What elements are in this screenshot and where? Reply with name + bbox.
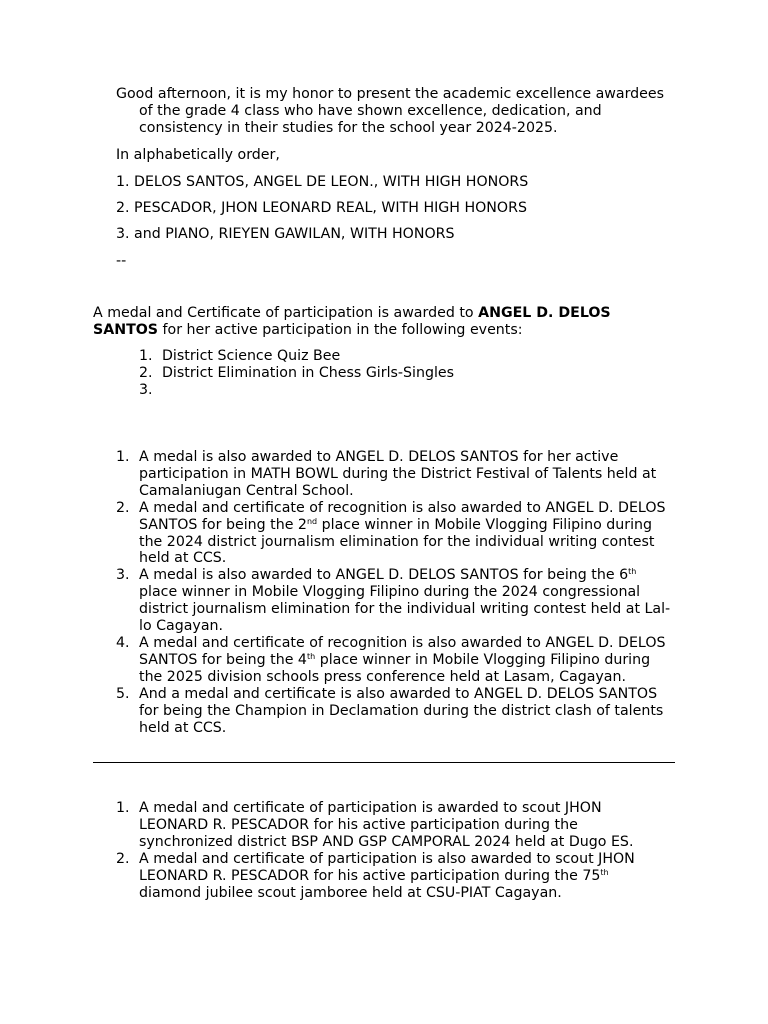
list-number: 1. (139, 348, 153, 364)
list-number: 5. (116, 685, 130, 702)
award-text: A medal and certificate of participation is also awarded to scout JHON LEONARD R. PESCADOR for his active participation during the 75th diamond jubilee scout jamboree held at CSU-PIAT Cagayan. (139, 850, 635, 901)
participation-tail: for her active participation in the following events: (158, 322, 523, 338)
list-number: 1. (116, 449, 130, 465)
separator-text: -- (116, 253, 127, 269)
list-item (116, 449, 672, 500)
order-label: In alphabetically order, (116, 147, 280, 163)
list-item (116, 635, 672, 686)
honoree-3: 3. and PIANO, RIEYEN GAWILAN, WITH HONORS (116, 226, 455, 242)
list-number: 2. (139, 365, 153, 381)
ordinal-suffix: nd (306, 516, 318, 526)
ordinal-suffix: th (628, 567, 637, 577)
list-item (116, 567, 672, 635)
ordinal-suffix: th (306, 651, 316, 661)
list-number: 2. (116, 499, 130, 516)
event-text: District Elimination in Chess Girls-Singles (162, 365, 455, 381)
list-item (116, 851, 672, 902)
participation-lead: A medal and Certificate of participation is awarded to (93, 305, 479, 321)
award-text: A medal is also awarded to ANGEL D. DELOS SANTOS for her active participation in MATH BOWL during the District Festival of Talents held at Camalaniugan Central School. (139, 449, 657, 499)
greeting-text: Good afternoon, it is my honor to present the academic excellence awardees of the grade 4 class who have shown excellence, dedication, and consistency in their studies for the school year 2024-2025. (116, 86, 665, 136)
horizontal-divider (93, 762, 675, 763)
award-text: A medal and certificate of participation is awarded to scout JHON LEONARD R. PESCADOR for his active participation during the synchronized district BSP AND GSP CAMPORAL 2024 held at Dugo ES. (139, 800, 634, 850)
list-number: 4. (116, 634, 130, 651)
event-text: District Science Quiz Bee (162, 348, 341, 364)
event-list (139, 348, 454, 399)
list-number: 2. (116, 850, 130, 867)
award-text: A medal is also awarded to ANGEL D. DELOS SANTOS for being the 6th place winner in Mobile Vlogging Filipino during the 2024 congressional district journalism elimination for the individual writing contest held at Lal-lo Cagayan. (139, 567, 671, 635)
ordinal-suffix: th (600, 867, 609, 877)
award-text: A medal and certificate of recognition is also awarded to ANGEL D. DELOS SANTOS for being the 4th place winner in Mobile Vlogging Filipino during the 2025 division schools press conference held at Lasam, Cagayan. (139, 634, 666, 685)
honoree-2: 2. PESCADOR, JHON LEONARD REAL, WITH HIGH HONORS (116, 200, 527, 216)
list-item (139, 365, 454, 382)
list-number: 1. (116, 800, 130, 816)
list-item (116, 800, 672, 851)
jhon-award-list (116, 800, 672, 901)
intro-paragraph (116, 86, 672, 137)
awardee-name: ANGEL D. DELOS SANTOS (93, 305, 611, 338)
award-text: A medal and certificate of recognition is also awarded to ANGEL D. DELOS SANTOS for being the 2nd place winner in Mobile Vlogging Filipino during the 2024 district journalism elimination for the individual writing contest held at CCS. (139, 499, 666, 567)
list-number: 3. (139, 382, 153, 398)
list-number: 3. (116, 567, 130, 584)
honoree-1: 1. DELOS SANTOS, ANGEL DE LEON., WITH HIGH HONORS (116, 174, 529, 190)
angel-award-list (116, 449, 672, 736)
participation-paragraph (93, 305, 653, 339)
list-item (116, 500, 672, 568)
list-item (139, 348, 454, 365)
list-item (116, 686, 672, 737)
list-item (139, 382, 454, 399)
award-text: And a medal and certificate is also awarded to ANGEL D. DELOS SANTOS for being the Champion in Declamation during the district clash of talents held at CCS. (139, 685, 664, 736)
